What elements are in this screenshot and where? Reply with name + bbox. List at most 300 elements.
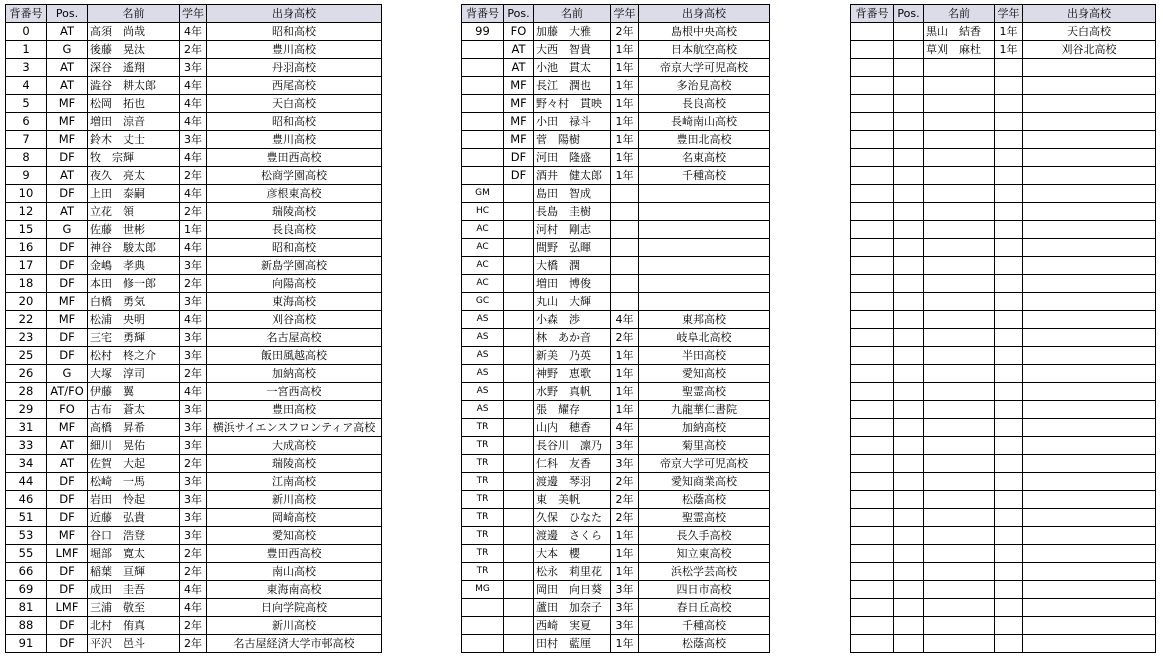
cell-grade xyxy=(995,239,1023,257)
table-row xyxy=(6,239,382,257)
cell-name xyxy=(924,131,995,149)
cell-number xyxy=(851,491,894,509)
cell-high-school xyxy=(1023,185,1156,203)
table-row xyxy=(6,167,382,185)
cell-name: 加藤 大雅 xyxy=(534,23,611,41)
cell-high-school xyxy=(1023,149,1156,167)
cell-position xyxy=(894,581,924,599)
cell-grade: 4年 xyxy=(180,311,207,329)
cell-grade: 2年 xyxy=(180,41,207,59)
cell-high-school xyxy=(1023,347,1156,365)
cell-high-school: 聖霊高校 xyxy=(639,383,770,401)
table-row xyxy=(462,383,770,401)
cell-number xyxy=(462,131,504,149)
cell-number xyxy=(851,383,894,401)
table-row xyxy=(6,77,382,95)
cell-number: 23 xyxy=(6,329,47,347)
cell-grade xyxy=(995,293,1023,311)
cell-number xyxy=(851,131,894,149)
cell-name: 松永 莉里花 xyxy=(534,563,611,581)
cell-grade: 2年 xyxy=(611,509,639,527)
cell-position xyxy=(504,599,534,617)
cell-position xyxy=(894,77,924,95)
cell-grade: 1年 xyxy=(611,59,639,77)
cell-grade: 3年 xyxy=(180,473,207,491)
cell-high-school: 帝京大学可児高校 xyxy=(639,455,770,473)
cell-grade: 3年 xyxy=(180,419,207,437)
cell-number: TR xyxy=(462,455,504,473)
cell-grade: 3年 xyxy=(180,257,207,275)
cell-grade xyxy=(995,329,1023,347)
cell-position xyxy=(894,149,924,167)
cell-high-school: 千種高校 xyxy=(639,167,770,185)
cell-name: 岡田 向日葵 xyxy=(534,581,611,599)
cell-position xyxy=(504,203,534,221)
cell-number: GM xyxy=(462,185,504,203)
table-row xyxy=(6,203,382,221)
roster-table-2 xyxy=(461,4,770,653)
header-position: Pos. xyxy=(894,5,924,23)
cell-position: DF xyxy=(504,149,534,167)
table-row xyxy=(462,329,770,347)
cell-grade: 4年 xyxy=(180,599,207,617)
cell-grade: 1年 xyxy=(611,113,639,131)
cell-name xyxy=(924,149,995,167)
cell-high-school: 豊田高校 xyxy=(207,401,382,419)
cell-grade: 3年 xyxy=(180,509,207,527)
cell-position: MF xyxy=(47,527,88,545)
cell-grade: 2年 xyxy=(180,545,207,563)
table-row xyxy=(851,527,1156,545)
cell-position xyxy=(504,311,534,329)
table-row xyxy=(6,23,382,41)
cell-high-school: 千種高校 xyxy=(639,617,770,635)
cell-position: DF xyxy=(47,581,88,599)
cell-high-school: 東海南高校 xyxy=(207,581,382,599)
cell-grade: 3年 xyxy=(180,59,207,77)
cell-high-school xyxy=(1023,95,1156,113)
cell-number: 10 xyxy=(6,185,47,203)
cell-high-school xyxy=(1023,635,1156,653)
cell-high-school xyxy=(1023,167,1156,185)
cell-position xyxy=(894,491,924,509)
cell-number: 55 xyxy=(6,545,47,563)
cell-grade: 1年 xyxy=(611,635,639,653)
cell-high-school xyxy=(1023,113,1156,131)
cell-name xyxy=(924,563,995,581)
cell-position: AT xyxy=(47,59,88,77)
cell-number: 51 xyxy=(6,509,47,527)
cell-number xyxy=(462,41,504,59)
cell-number xyxy=(851,293,894,311)
cell-name: 松浦 央明 xyxy=(88,311,180,329)
cell-number: HC xyxy=(462,203,504,221)
cell-number xyxy=(851,437,894,455)
cell-high-school xyxy=(1023,545,1156,563)
cell-grade: 1年 xyxy=(611,41,639,59)
table-row xyxy=(462,293,770,311)
cell-position xyxy=(894,473,924,491)
cell-high-school: 加納高校 xyxy=(639,419,770,437)
table-row xyxy=(6,473,382,491)
cell-high-school: 名古屋経済大学市邨高校 xyxy=(207,635,382,653)
cell-grade: 4年 xyxy=(611,311,639,329)
cell-name: 水野 真帆 xyxy=(534,383,611,401)
cell-name: 長江 潤也 xyxy=(534,77,611,95)
table-row xyxy=(462,59,770,77)
cell-grade xyxy=(995,401,1023,419)
cell-high-school: 向陽高校 xyxy=(207,275,382,293)
cell-number: 6 xyxy=(6,113,47,131)
cell-name: 増田 涼音 xyxy=(88,113,180,131)
table-row xyxy=(851,239,1156,257)
cell-high-school: 日向学院高校 xyxy=(207,599,382,617)
cell-position xyxy=(894,509,924,527)
cell-high-school xyxy=(1023,203,1156,221)
cell-number xyxy=(851,509,894,527)
cell-number: 20 xyxy=(6,293,47,311)
table-row xyxy=(851,185,1156,203)
cell-position xyxy=(894,41,924,59)
cell-grade: 1年 xyxy=(611,149,639,167)
header-high-school: 出身高校 xyxy=(207,5,382,23)
cell-number: AS xyxy=(462,347,504,365)
cell-high-school: 飯田風越高校 xyxy=(207,347,382,365)
cell-name: 草刈 麻杜 xyxy=(924,41,995,59)
table-row xyxy=(462,401,770,419)
cell-position: DF xyxy=(47,275,88,293)
table-row xyxy=(462,599,770,617)
cell-high-school xyxy=(1023,275,1156,293)
cell-grade xyxy=(995,77,1023,95)
cell-grade xyxy=(611,257,639,275)
cell-high-school: 天白高校 xyxy=(1023,23,1156,41)
header-number: 背番号 xyxy=(6,5,47,23)
cell-number xyxy=(851,545,894,563)
cell-name: 谷口 浩登 xyxy=(88,527,180,545)
cell-name: 野々村 貫映 xyxy=(534,95,611,113)
table-row xyxy=(851,365,1156,383)
cell-position xyxy=(504,275,534,293)
cell-position xyxy=(894,455,924,473)
cell-position xyxy=(894,419,924,437)
cell-high-school xyxy=(1023,401,1156,419)
cell-name xyxy=(924,419,995,437)
cell-position xyxy=(894,563,924,581)
cell-grade: 1年 xyxy=(611,383,639,401)
cell-high-school: 新川高校 xyxy=(207,617,382,635)
cell-position: DF xyxy=(47,491,88,509)
cell-position xyxy=(894,293,924,311)
cell-high-school: 新川高校 xyxy=(207,491,382,509)
cell-grade: 3年 xyxy=(611,617,639,635)
table-row xyxy=(6,113,382,131)
cell-position: MF xyxy=(47,113,88,131)
cell-high-school xyxy=(639,275,770,293)
cell-name xyxy=(924,203,995,221)
cell-number: AC xyxy=(462,275,504,293)
cell-high-school xyxy=(1023,581,1156,599)
cell-name: 鈴木 丈士 xyxy=(88,131,180,149)
cell-position: DF xyxy=(47,617,88,635)
cell-name xyxy=(924,401,995,419)
table-row xyxy=(6,401,382,419)
cell-number xyxy=(851,77,894,95)
cell-name: 大本 櫻 xyxy=(534,545,611,563)
cell-number: 7 xyxy=(6,131,47,149)
cell-name: 伊藤 翼 xyxy=(88,383,180,401)
cell-name: 河田 隆盛 xyxy=(534,149,611,167)
table-row xyxy=(6,59,382,77)
cell-high-school: 大成高校 xyxy=(207,437,382,455)
cell-name: 長谷川 凛乃 xyxy=(534,437,611,455)
cell-position xyxy=(504,473,534,491)
table-row xyxy=(6,329,382,347)
cell-name xyxy=(924,527,995,545)
cell-number: 1 xyxy=(6,41,47,59)
cell-number: TR xyxy=(462,509,504,527)
cell-number: 29 xyxy=(6,401,47,419)
cell-name: 細川 晃佑 xyxy=(88,437,180,455)
cell-high-school: 半田高校 xyxy=(639,347,770,365)
cell-grade xyxy=(995,113,1023,131)
header-high-school: 出身高校 xyxy=(1023,5,1156,23)
table-row xyxy=(851,221,1156,239)
cell-position: G xyxy=(47,365,88,383)
cell-number: 3 xyxy=(6,59,47,77)
cell-number xyxy=(851,527,894,545)
cell-name: 蘆田 加奈子 xyxy=(534,599,611,617)
cell-high-school: 島根中央高校 xyxy=(639,23,770,41)
cell-name: 松村 柊之介 xyxy=(88,347,180,365)
cell-grade: 3年 xyxy=(180,329,207,347)
cell-number: GC xyxy=(462,293,504,311)
table-row xyxy=(6,293,382,311)
table-row xyxy=(851,203,1156,221)
cell-name: 北村 侑真 xyxy=(88,617,180,635)
cell-grade: 3年 xyxy=(611,599,639,617)
cell-position: MF xyxy=(47,293,88,311)
cell-grade xyxy=(611,203,639,221)
cell-position xyxy=(894,383,924,401)
cell-high-school: 長良高校 xyxy=(639,95,770,113)
cell-name: 佐藤 世彬 xyxy=(88,221,180,239)
cell-grade xyxy=(995,509,1023,527)
cell-number xyxy=(462,635,504,653)
cell-position xyxy=(504,221,534,239)
cell-name xyxy=(924,365,995,383)
cell-position: AT xyxy=(47,23,88,41)
cell-name: 黒山 結香 xyxy=(924,23,995,41)
cell-grade xyxy=(995,221,1023,239)
cell-high-school: 長久手高校 xyxy=(639,527,770,545)
table-row xyxy=(851,311,1156,329)
cell-position: DF xyxy=(47,635,88,653)
cell-high-school xyxy=(1023,293,1156,311)
cell-number: TR xyxy=(462,545,504,563)
cell-name: 新美 乃英 xyxy=(534,347,611,365)
cell-position: DF xyxy=(504,167,534,185)
cell-position: AT xyxy=(47,455,88,473)
cell-number: 9 xyxy=(6,167,47,185)
cell-number xyxy=(851,365,894,383)
cell-name xyxy=(924,437,995,455)
cell-position xyxy=(894,95,924,113)
cell-name xyxy=(924,239,995,257)
cell-position: MF xyxy=(47,95,88,113)
cell-high-school: 瑞陵高校 xyxy=(207,203,382,221)
header-number: 背番号 xyxy=(851,5,894,23)
cell-number: 53 xyxy=(6,527,47,545)
table-row xyxy=(851,257,1156,275)
table-row xyxy=(6,347,382,365)
cell-high-school xyxy=(1023,617,1156,635)
cell-position xyxy=(894,437,924,455)
cell-number xyxy=(851,401,894,419)
table-row xyxy=(462,95,770,113)
cell-number: 4 xyxy=(6,77,47,95)
cell-position: DF xyxy=(47,149,88,167)
cell-number xyxy=(462,167,504,185)
cell-position xyxy=(504,185,534,203)
cell-number xyxy=(851,41,894,59)
cell-grade xyxy=(995,149,1023,167)
cell-number xyxy=(851,275,894,293)
table-row xyxy=(462,257,770,275)
cell-high-school xyxy=(1023,509,1156,527)
cell-grade: 4年 xyxy=(180,239,207,257)
cell-grade: 1年 xyxy=(611,365,639,383)
cell-high-school: 多治見高校 xyxy=(639,77,770,95)
cell-high-school xyxy=(1023,77,1156,95)
cell-grade: 1年 xyxy=(611,77,639,95)
cell-name xyxy=(924,257,995,275)
cell-high-school: 愛知商業高校 xyxy=(639,473,770,491)
cell-name: 東 美帆 xyxy=(534,491,611,509)
cell-position: MF xyxy=(504,131,534,149)
cell-name: 高須 尚哉 xyxy=(88,23,180,41)
cell-position: FO xyxy=(504,23,534,41)
cell-grade xyxy=(995,473,1023,491)
cell-number: AS xyxy=(462,383,504,401)
cell-grade: 2年 xyxy=(611,329,639,347)
cell-grade xyxy=(995,257,1023,275)
cell-high-school: 西尾高校 xyxy=(207,77,382,95)
table-row xyxy=(6,149,382,167)
cell-number xyxy=(851,329,894,347)
cell-number xyxy=(851,149,894,167)
table-row xyxy=(851,419,1156,437)
cell-high-school: 加納高校 xyxy=(207,365,382,383)
cell-high-school: 刈谷北高校 xyxy=(1023,41,1156,59)
header-position: Pos. xyxy=(504,5,534,23)
cell-number xyxy=(851,59,894,77)
cell-position xyxy=(504,509,534,527)
cell-name: 後藤 晃汰 xyxy=(88,41,180,59)
cell-number: TR xyxy=(462,527,504,545)
cell-high-school: 横浜サイエンスフロンティア高校 xyxy=(207,419,382,437)
cell-position: AT xyxy=(47,437,88,455)
cell-number: AC xyxy=(462,221,504,239)
header-grade: 学年 xyxy=(180,5,207,23)
cell-grade: 1年 xyxy=(611,401,639,419)
cell-position: DF xyxy=(47,473,88,491)
cell-name xyxy=(924,329,995,347)
cell-number xyxy=(462,95,504,113)
cell-name: 古布 蒼太 xyxy=(88,401,180,419)
cell-high-school xyxy=(1023,419,1156,437)
cell-number: TR xyxy=(462,563,504,581)
cell-position xyxy=(894,59,924,77)
cell-name: 大塚 淳司 xyxy=(88,365,180,383)
table-row xyxy=(6,563,382,581)
cell-position xyxy=(894,527,924,545)
cell-position xyxy=(504,401,534,419)
cell-name: 佐賀 大起 xyxy=(88,455,180,473)
cell-grade: 2年 xyxy=(180,203,207,221)
cell-high-school xyxy=(639,203,770,221)
cell-grade: 2年 xyxy=(180,455,207,473)
cell-name xyxy=(924,581,995,599)
cell-grade: 1年 xyxy=(995,41,1023,59)
cell-name xyxy=(924,509,995,527)
cell-position: LMF xyxy=(47,545,88,563)
cell-number: 17 xyxy=(6,257,47,275)
table-row xyxy=(462,419,770,437)
cell-name: 岩田 怜起 xyxy=(88,491,180,509)
cell-position xyxy=(894,401,924,419)
table-row xyxy=(462,203,770,221)
cell-number xyxy=(851,257,894,275)
cell-high-school: 菊里高校 xyxy=(639,437,770,455)
cell-grade xyxy=(995,617,1023,635)
cell-grade: 2年 xyxy=(180,167,207,185)
cell-name: 金嶋 孝典 xyxy=(88,257,180,275)
cell-name: 田村 藍厘 xyxy=(534,635,611,653)
cell-name: 牧 宗輝 xyxy=(88,149,180,167)
cell-number xyxy=(851,455,894,473)
cell-grade: 3年 xyxy=(180,347,207,365)
cell-grade xyxy=(611,185,639,203)
cell-high-school: 日本航空高校 xyxy=(639,41,770,59)
cell-position: MF xyxy=(504,95,534,113)
cell-position xyxy=(894,635,924,653)
table-row xyxy=(462,365,770,383)
cell-high-school xyxy=(1023,473,1156,491)
cell-number: TR xyxy=(462,419,504,437)
cell-grade: 1年 xyxy=(611,167,639,185)
table-row xyxy=(6,365,382,383)
cell-grade: 3年 xyxy=(611,437,639,455)
cell-position xyxy=(504,527,534,545)
cell-high-school xyxy=(1023,311,1156,329)
cell-grade: 4年 xyxy=(611,419,639,437)
cell-grade xyxy=(995,419,1023,437)
cell-position xyxy=(894,599,924,617)
cell-number: AS xyxy=(462,365,504,383)
cell-high-school: 豊田西高校 xyxy=(207,149,382,167)
cell-high-school: 彦根東高校 xyxy=(207,185,382,203)
cell-high-school xyxy=(1023,365,1156,383)
cell-number xyxy=(851,419,894,437)
cell-grade: 3年 xyxy=(180,437,207,455)
table-row xyxy=(462,581,770,599)
cell-position xyxy=(894,545,924,563)
cell-position xyxy=(504,365,534,383)
cell-high-school xyxy=(639,221,770,239)
cell-name xyxy=(924,113,995,131)
cell-high-school xyxy=(1023,599,1156,617)
